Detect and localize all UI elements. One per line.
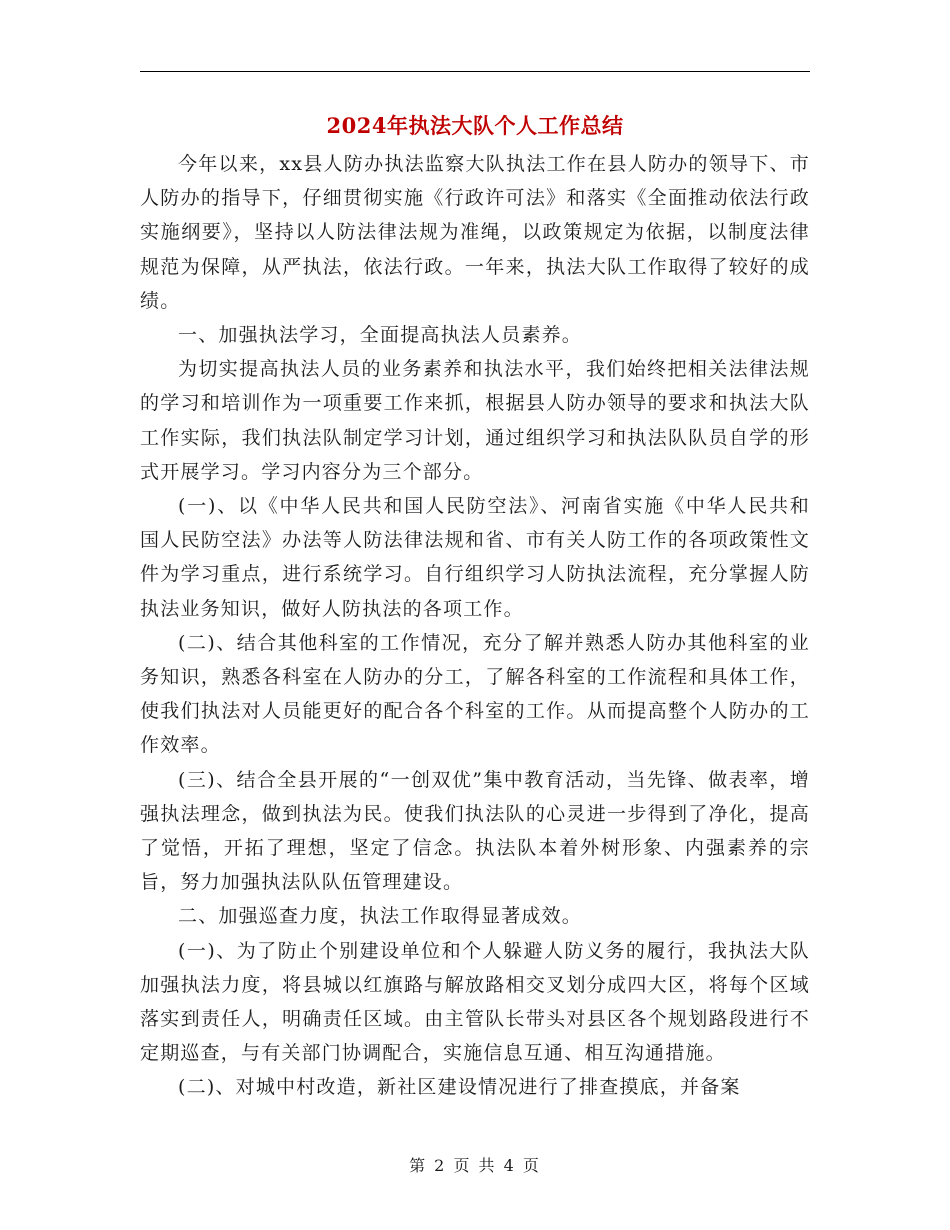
paragraph: (二)、结合其他科室的工作情况，充分了解并熟悉人防办其他科室的业务知识，熟悉各科室在人防办的分工，了解各科室的工作流程和具体工作，使我们执法对人员能更好的配合各个科室的工作。从而提高整个人防办的工作效率。 [140, 631, 810, 757]
paragraph: (一)、以《中华人民共和国人民防空法》、河南省实施《中华人民共和国人民防空法》办法等人防法律法规和省、市有关人防工作的各项政策性文件为学习重点，进行系统学习。自行组织学习人防执法流程，充分掌握人防执法业务知识，做好人防执法的各项工作。 [140, 495, 810, 620]
paragraph: (二)、对城中村改造，新社区建设情况进行了排查摸底，并备案 [178, 1076, 741, 1099]
section-heading-2: 二、加强巡查力度，执法工作取得显著成效。 [178, 905, 583, 928]
page-footer: 第 2 页 共 4 页 [409, 1156, 541, 1175]
paragraph: (一)、为了防止个别建设单位和个人躲避人防义务的履行，我执法大队加强执法力度，将县城以红旗路与解放路相交叉划分成四大区，将每个区域落实到责任人，明确责任区域。由主管队长带头对县区各个规划路段进行不定期巡查，与有关部门协调配合，实施信息互通、相互沟通措施。 [140, 939, 810, 1065]
paragraph: (三)、结合全县开展的“一创双优”集中教育活动，当先锋、做表率，增强执法理念，做到执法为民。使我们执法队的心灵进一步得到了净化，提高了觉悟，开拓了理想，坚定了信念。执法队本着外树形象、内强素养的宗旨，努力加强执法队队伍管理建设。 [140, 768, 810, 894]
document-title: 2024年执法大队个人工作总结 [326, 113, 624, 138]
header-rule [140, 71, 810, 72]
paragraph: 为切实提高执法人员的业务素养和执法水平，我们始终把相关法律法规的学习和培训作为一项重要工作来抓，根据县人防办领导的要求和执法大队工作实际，我们执法队制定学习计划，通过组织学习和执法队队员自学的形式开展学习。学习内容分为三个部分。 [140, 358, 810, 483]
section-heading-1: 一、加强执法学习，全面提高执法人员素养。 [178, 324, 583, 347]
paragraph-intro: 今年以来，xx县人防办执法监察大队执法工作在县人防办的领导下、市人防办的指导下，仔细贯彻实施《行政许可法》和落实《全面推动依法行政实施纲要》，坚持以人防法律法规为准绳，以政策规定为依据，以制度法律规范为保障，从严执法，依法行政。一年来，执法大队工作取得了较好的成绩。 [140, 153, 810, 312]
document-body [140, 147, 810, 1105]
